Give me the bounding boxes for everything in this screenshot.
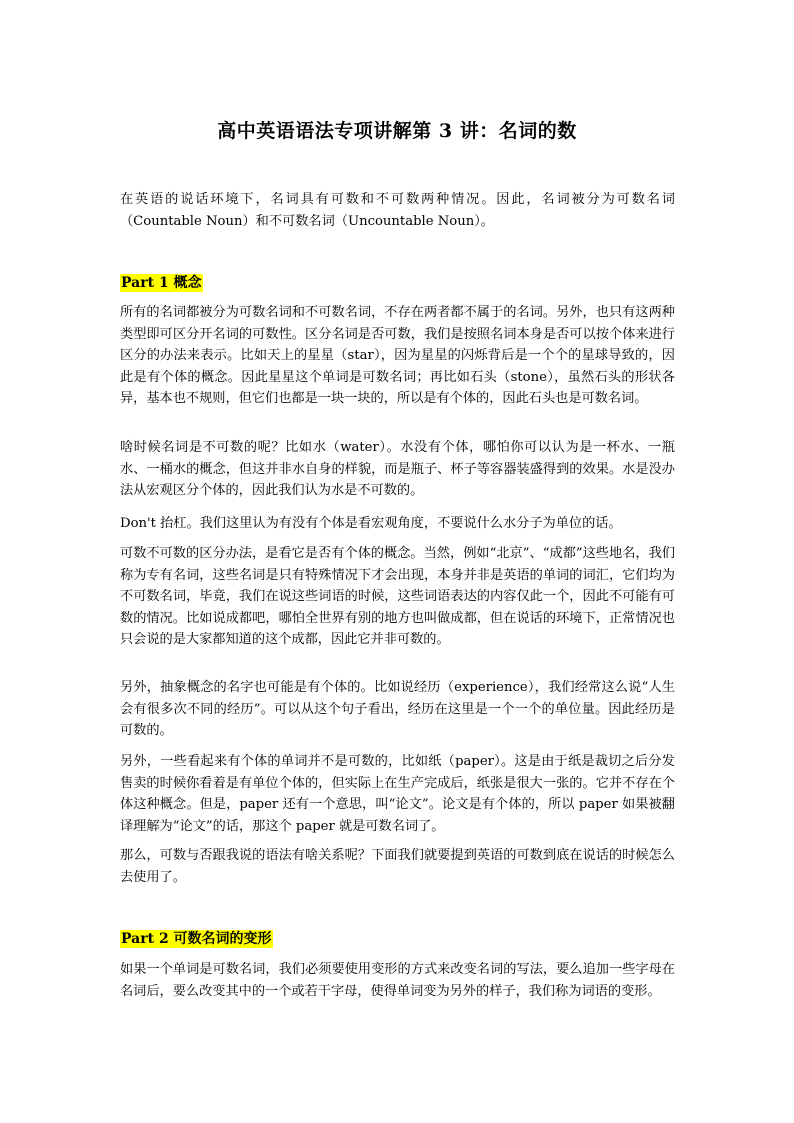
- part1-paragraph-5: 另外，抽象概念的名字也可能是有个体的。比如说经历（experience），我们经常这么说“人生会有很多次不同的经历”。可以从这个句子看出，经历在这里是一个一个的单位量。因此经历是可数的。: [120, 680, 675, 738]
- part1-paragraph-1: 所有的名词都被分为可数名词和不可数名词，不存在两者都不属于的名词。另外，也只有这两种类型即可区分开名词的可数性。区分名词是否可数，我们是按照名词本身是否可以按个体来进行区分的办法来表示。比如天上的星星（star），因为星星的闪烁背后是一个个的星球导致的，因此是有个体的概念。因此星星这个单词是可数名词；再比如石头（stone），虽然石头的形状各异，基本也不规则，但它们也都是一块一块的，所以是有个体的，因此石头也是可数名词。: [120, 305, 675, 406]
- part1-paragraph-7: 那么，可数与否跟我说的语法有啥关系呢？下面我们就要提到英语的可数到底在说话的时候怎么去使用了。: [120, 848, 675, 885]
- part1-paragraph-3: Don't 抬杠。我们这里认为有没有个体是看宏观角度，不要说什么水分子为单位的话。: [120, 516, 622, 531]
- part1-paragraph-2: 啥时候名词是不可数的呢？比如水（water）。水没有个体，哪怕你可以认为是一杯水、一瓶水、一桶水的概念，但这并非水自身的样貌，而是瓶子、杯子等容器装盛得到的效果。水是没办法从宏观区分个体的，因此我们认为水是不可数的。: [120, 440, 675, 498]
- part2-heading-label: Part 2 可数名词的变形: [121, 931, 272, 947]
- part2-heading: [120, 929, 273, 949]
- part2-paragraph-1: 如果一个单词是可数名词，我们必须要使用变形的方式来改变名词的写法，要么追加一些字母在名词后，要么改变其中的一个或若干字母，使得单词变为另外的样子，我们称为词语的变形。: [120, 962, 675, 999]
- part1-heading: [120, 273, 203, 293]
- part1-paragraph-4: 可数不可数的区分办法，是看它是否有个体的概念。当然，例如“北京”、“成都”这些地名，我们称为专有名词，这些名词是只有特殊情况下才会出现，本身并非是英语的单词的词汇，它们均为不可数名词，毕竟，我们在说这些词语的时候，这些词语表达的内容仅此一个，因此不可能有可数的情况。比如说成都吧，哪怕全世界有别的地方也叫做成都，但在说话的环境下，正常情况也只会说的是大家都知道的这个成都，因此它并非可数的。: [120, 546, 675, 647]
- part1-paragraph-6: 另外，一些看起来有个体的单词并不是可数的，比如纸（paper）。这是由于纸是裁切之后分发售卖的时候你看着是有单位个体的，但实际上在生产完成后，纸张是很大一张的。它并不存在个体这种概念。但是，paper 还有一个意思，叫“论文”。论文是有个体的，所以 paper 如果被翻译理解为“论文”的话，那这个 paper 就是可数名词了。: [120, 754, 675, 834]
- part1-heading-label: Part 1 概念: [121, 275, 202, 291]
- intro-paragraph: 在英语的说话环境下，名词具有可数和不可数两种情况。因此，名词被分为可数名词（Countable Noun）和不可数名词（Uncountable Noun）。: [120, 192, 675, 229]
- document-title: 高中英语语法专项讲解第 3 讲：名词的数: [217, 120, 577, 142]
